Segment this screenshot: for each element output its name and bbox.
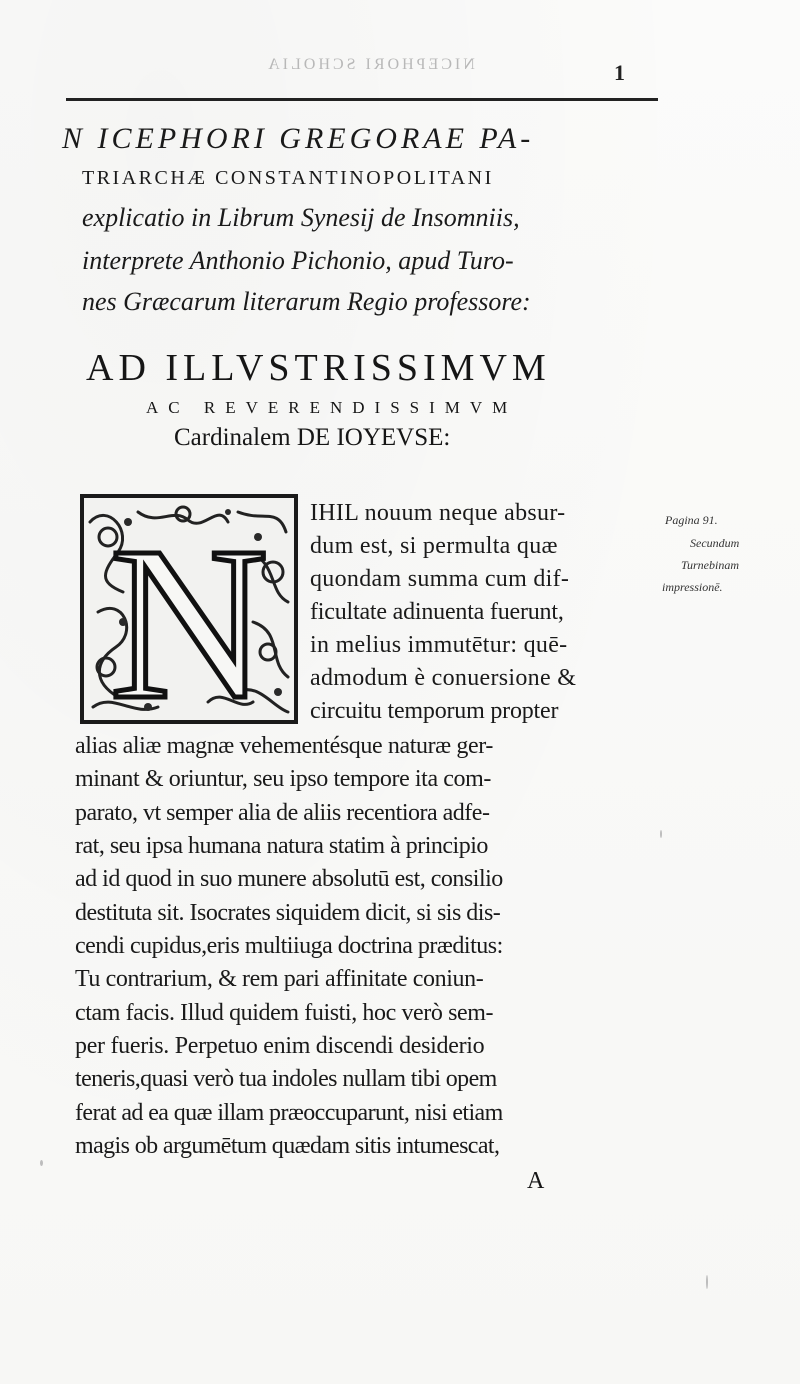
title-line-4: interprete Anthonio Pichonio, apud Turo- bbox=[82, 246, 514, 275]
margin-note-line: impressionē. bbox=[662, 580, 723, 594]
margin-note-line: Turnebinam bbox=[681, 558, 740, 572]
page-number: 1 bbox=[614, 60, 625, 85]
text-line: parato, vt semper alia de aliis recentiora adfe- bbox=[75, 800, 490, 826]
text-line: ficultate adinuenta fuerunt, bbox=[310, 599, 564, 625]
text-line: teneris,quasi verò tua indoles nullam tibi opem bbox=[75, 1066, 497, 1092]
title-line-5: nes Græcarum literarum Regio professore: bbox=[82, 287, 531, 316]
show-through-running-head: NICEPHORI SCHOLIA bbox=[265, 56, 475, 73]
text-line: ferat ad ea quæ illam præoccuparunt, nisi etiam bbox=[75, 1100, 503, 1126]
text-line: magis ob argumētum quædam sitis intumescat, bbox=[75, 1133, 500, 1159]
margin-note-line: Pagina 91. bbox=[665, 513, 718, 527]
text-line: rat, seu ipsa humana natura statim à principio bbox=[75, 833, 488, 859]
text-line: destituta sit. Isocrates siquidem dicit, si sis dis- bbox=[75, 900, 501, 926]
text-line: admodum è conuersione & bbox=[310, 665, 577, 691]
text-line: circuitu temporum propter bbox=[310, 698, 559, 724]
text-line: Tu contrarium, & rem pari affinitate coniun- bbox=[75, 966, 484, 992]
initial-letter: N bbox=[109, 501, 269, 726]
text-line: minant & oriuntur, seu ipso tempore ita com- bbox=[75, 766, 492, 792]
signature-mark: A bbox=[527, 1168, 545, 1194]
text-line: cendi cupidus,eris multiiuga doctrina præditus: bbox=[75, 933, 503, 959]
text-line: in melius immutētur: quē- bbox=[310, 632, 568, 658]
title-line-3: explicatio in Librum Synesij de Insomniis, bbox=[82, 203, 520, 232]
ink-speck bbox=[40, 1160, 43, 1166]
title-line-2: TRIARCHÆ CONSTANTINOPOLITANI bbox=[82, 167, 494, 189]
ink-speck bbox=[706, 1275, 708, 1289]
dedication-line-3: Cardinalem DE IOYEVSE: bbox=[174, 424, 451, 451]
text-line: alias aliæ magnæ vehementésque naturæ ger- bbox=[75, 733, 493, 759]
text-line: quondam summa cum dif- bbox=[310, 566, 570, 592]
text-line: IHIL nouum neque absur- bbox=[310, 500, 566, 526]
margin-note-line: Secundum bbox=[690, 536, 740, 550]
title-line-1: N ICEPHORI GREGORAE PA- bbox=[62, 122, 535, 155]
dedication-line-1: AD ILLVSTRISSIMVM bbox=[86, 347, 551, 389]
text-line: ctam facis. Illud quidem fuisti, hoc verò sem- bbox=[75, 1000, 494, 1026]
dedication-line-2: AC REVERENDISSIMVM bbox=[146, 398, 518, 417]
header-rule bbox=[66, 98, 658, 101]
decorated-initial-n-icon bbox=[78, 492, 300, 726]
text-line: dum est, si permulta quæ bbox=[310, 533, 558, 559]
text-line: ad id quod in suo munere absolutū est, consilio bbox=[75, 866, 503, 892]
text-line: per fueris. Perpetuo enim discendi desiderio bbox=[75, 1033, 485, 1059]
ink-speck bbox=[660, 830, 662, 838]
